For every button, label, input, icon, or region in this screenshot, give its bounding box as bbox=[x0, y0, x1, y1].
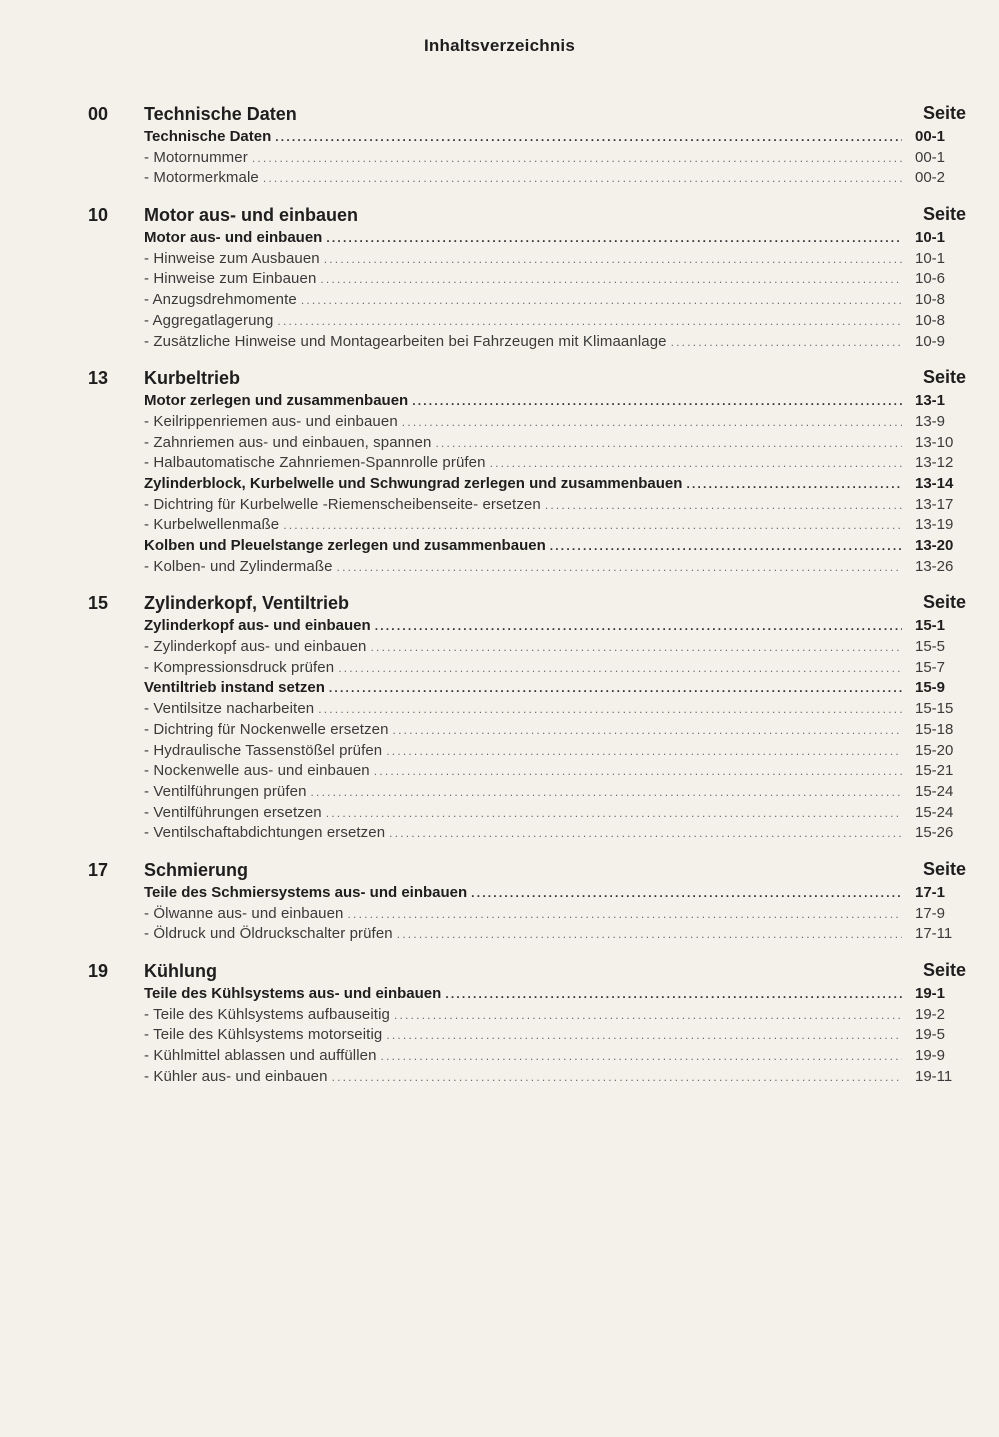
dot-leader bbox=[393, 720, 902, 741]
dot-leader bbox=[318, 699, 902, 720]
entry-label: - Hinweise zum Einbauen bbox=[144, 270, 317, 288]
toc-sub-entry[interactable] bbox=[0, 741, 999, 762]
entry-label: - Zusätzliche Hinweise und Montagearbeiten bei Fahrzeugen mit Klimaanlage bbox=[144, 332, 667, 350]
entry-page-number: 00-1 bbox=[915, 148, 946, 166]
chapter-heading bbox=[0, 100, 999, 127]
toc-section-entry[interactable] bbox=[0, 127, 999, 148]
toc-sub-entry[interactable] bbox=[0, 904, 999, 925]
dot-leader bbox=[490, 453, 902, 474]
toc-sub-entry[interactable] bbox=[0, 782, 999, 803]
chapter-number: 10 bbox=[88, 205, 109, 226]
entry-label: - Ventilschaftabdichtungen ersetzen bbox=[144, 824, 386, 842]
entry-label: - Teile des Kühlsystems motorseitig bbox=[144, 1026, 383, 1044]
entry-page-number: 19-11 bbox=[915, 1067, 953, 1085]
entry-page-number: 13-12 bbox=[915, 454, 954, 472]
table-of-contents bbox=[0, 100, 999, 1099]
chapter-heading bbox=[0, 856, 999, 883]
toc-sub-entry[interactable] bbox=[0, 311, 999, 332]
dot-leader bbox=[671, 332, 902, 353]
dot-leader bbox=[375, 616, 902, 637]
chapter-title: Motor aus- und einbauen bbox=[144, 205, 358, 226]
dot-leader bbox=[545, 495, 902, 516]
entry-page-number: 10-9 bbox=[915, 332, 946, 350]
page-column-header: Seite bbox=[922, 204, 966, 225]
chapter-15 bbox=[0, 589, 999, 844]
dot-leader bbox=[412, 391, 902, 412]
entry-label: Motor aus- und einbauen bbox=[144, 229, 323, 247]
entry-label: Teile des Schmiersystems aus- und einbauen bbox=[144, 883, 468, 901]
entry-page-number: 13-1 bbox=[915, 392, 946, 410]
dot-leader bbox=[252, 148, 902, 169]
entry-page-number: 15-20 bbox=[915, 741, 954, 759]
entry-label: Motor zerlegen und zusammenbauen bbox=[144, 392, 409, 410]
entry-label: - Kühlmittel ablassen und auffüllen bbox=[144, 1047, 377, 1065]
chapter-heading bbox=[0, 589, 999, 616]
chapter-number: 17 bbox=[88, 859, 109, 880]
entry-label: - Kompressionsdruck prüfen bbox=[144, 658, 335, 676]
entry-page-number: 15-24 bbox=[915, 803, 954, 821]
chapter-title: Kühlung bbox=[144, 961, 217, 981]
entry-page-number: 13-14 bbox=[915, 474, 954, 492]
toc-sub-entry[interactable] bbox=[0, 515, 999, 536]
page-column-header: Seite bbox=[922, 367, 966, 388]
toc-sub-entry[interactable] bbox=[0, 1025, 999, 1046]
page-column-header: Seite bbox=[922, 592, 966, 613]
chapter-17 bbox=[0, 856, 999, 945]
toc-section-entry[interactable] bbox=[0, 474, 999, 495]
entry-page-number: 19-1 bbox=[915, 985, 946, 1002]
toc-sub-entry[interactable] bbox=[0, 412, 999, 433]
chapter-00 bbox=[0, 100, 999, 189]
dot-leader bbox=[389, 823, 902, 844]
toc-sub-entry[interactable] bbox=[0, 1046, 999, 1067]
entry-page-number: 19-5 bbox=[915, 1026, 946, 1044]
dot-leader bbox=[371, 637, 902, 658]
dot-leader bbox=[402, 412, 902, 433]
dot-leader bbox=[283, 515, 902, 536]
entry-page-number: 13-10 bbox=[915, 433, 954, 451]
chapter-13 bbox=[0, 364, 999, 577]
entry-page-number: 15-9 bbox=[915, 679, 946, 697]
dot-leader bbox=[686, 474, 902, 495]
entry-label: Technische Daten bbox=[144, 128, 272, 145]
dot-leader bbox=[311, 782, 902, 803]
toc-sub-entry[interactable] bbox=[0, 495, 999, 516]
toc-sub-entry[interactable] bbox=[0, 332, 999, 353]
toc-sub-entry[interactable] bbox=[0, 1005, 999, 1026]
entry-page-number: 00-2 bbox=[915, 169, 946, 187]
dot-leader bbox=[324, 249, 902, 270]
entry-label: - Hinweise zum Ausbauen bbox=[144, 249, 320, 267]
chapter-title: Zylinderkopf, Ventiltrieb bbox=[144, 593, 350, 614]
entry-page-number: 13-26 bbox=[915, 557, 954, 575]
entry-label: - Dichtring für Nockenwelle ersetzen bbox=[144, 720, 389, 738]
dot-leader bbox=[329, 678, 902, 699]
toc-section-entry[interactable] bbox=[0, 228, 999, 249]
entry-page-number: 10-8 bbox=[915, 291, 946, 309]
chapter-number: 15 bbox=[88, 593, 109, 614]
entry-label: - Motormerkmale bbox=[144, 169, 259, 187]
entry-page-number: 15-7 bbox=[915, 658, 946, 676]
dot-leader bbox=[386, 741, 902, 762]
dot-leader bbox=[301, 290, 902, 311]
toc-sub-entry[interactable] bbox=[0, 924, 999, 945]
dot-leader bbox=[397, 924, 902, 945]
chapter-heading bbox=[0, 957, 999, 984]
chapter-title: Kurbeltrieb bbox=[144, 368, 241, 389]
dot-leader bbox=[337, 557, 902, 578]
entry-label: - Halbautomatische Zahnriemen-Spannrolle prüfen bbox=[144, 454, 486, 472]
toc-sub-entry[interactable] bbox=[0, 1067, 999, 1088]
entry-label: - Dichtring für Kurbelwelle -Riemenscheibenseite- ersetzen bbox=[144, 495, 541, 513]
chapter-heading bbox=[0, 364, 999, 391]
chapter-title: Technische Daten bbox=[144, 104, 297, 124]
entry-label: - Kühler aus- und einbauen bbox=[144, 1067, 328, 1085]
entry-label: - Kurbelwellenmaße bbox=[144, 516, 280, 534]
dot-leader bbox=[275, 127, 902, 148]
entry-page-number: 15-21 bbox=[915, 762, 954, 780]
entry-label: - Keilrippenriemen aus- und einbauen bbox=[144, 412, 398, 430]
entry-page-number: 19-9 bbox=[915, 1047, 946, 1065]
entry-label: - Ölwanne aus- und einbauen bbox=[144, 904, 344, 922]
entry-page-number: 13-9 bbox=[915, 412, 946, 430]
entry-label: - Hydraulische Tassenstößel prüfen bbox=[144, 741, 383, 759]
entry-label: - Anzugsdrehmomente bbox=[144, 291, 297, 309]
entry-page-number: 13-20 bbox=[915, 537, 954, 554]
toc-section-entry[interactable] bbox=[0, 536, 999, 557]
toc-sub-entry[interactable] bbox=[0, 168, 999, 189]
toc-section-entry[interactable] bbox=[0, 883, 999, 904]
toc-sub-entry[interactable] bbox=[0, 249, 999, 270]
entry-label: - Öldruck und Öldruckschalter prüfen bbox=[144, 925, 393, 943]
entry-label: - Ventilführungen prüfen bbox=[144, 782, 307, 800]
toc-sub-entry[interactable] bbox=[0, 637, 999, 658]
entry-label: - Ventilsitze nacharbeiten bbox=[144, 700, 315, 718]
entry-page-number: 00-1 bbox=[915, 128, 946, 145]
page-column-header: Seite bbox=[922, 103, 966, 123]
dot-leader bbox=[326, 228, 902, 249]
entry-label: - Teile des Kühlsystems aufbauseitig bbox=[144, 1005, 390, 1023]
dot-leader bbox=[471, 883, 902, 904]
entry-page-number: 19-2 bbox=[915, 1005, 946, 1023]
dot-leader bbox=[381, 1046, 902, 1067]
page-column-header: Seite bbox=[922, 858, 966, 879]
toc-sub-entry[interactable] bbox=[0, 148, 999, 169]
entry-label: - Aggregatlagerung bbox=[144, 311, 274, 329]
chapter-heading bbox=[0, 201, 999, 228]
toc-sub-entry[interactable] bbox=[0, 290, 999, 311]
entry-label: Zylinderblock, Kurbelwelle und Schwungrad zerlegen und zusammenbauen bbox=[144, 474, 683, 492]
entry-page-number: 17-1 bbox=[915, 883, 946, 901]
dot-leader bbox=[338, 658, 902, 679]
toc-sub-entry[interactable] bbox=[0, 453, 999, 474]
dot-leader bbox=[445, 984, 902, 1005]
page-column-header: Seite bbox=[922, 960, 966, 980]
toc-sub-entry[interactable] bbox=[0, 557, 999, 578]
toc-section-entry[interactable] bbox=[0, 984, 999, 1005]
entry-page-number: 10-8 bbox=[915, 311, 946, 329]
entry-page-number: 10-1 bbox=[915, 229, 946, 247]
dot-leader bbox=[386, 1025, 902, 1046]
entry-label: - Zahnriemen aus- und einbauen, spannen bbox=[144, 433, 432, 451]
entry-page-number: 15-26 bbox=[915, 824, 954, 842]
dot-leader bbox=[320, 269, 902, 290]
dot-leader bbox=[394, 1005, 902, 1026]
toc-sub-entry[interactable] bbox=[0, 761, 999, 782]
entry-page-number: 15-5 bbox=[915, 638, 946, 656]
dot-leader bbox=[550, 536, 902, 557]
dot-leader bbox=[374, 761, 902, 782]
entry-label: - Ventilführungen ersetzen bbox=[144, 803, 322, 821]
entry-label: - Zylinderkopf aus- und einbauen bbox=[144, 638, 367, 656]
entry-page-number: 15-15 bbox=[915, 700, 954, 718]
entry-label: - Kolben- und Zylindermaße bbox=[144, 557, 333, 575]
entry-label: Teile des Kühlsystems aus- und einbauen bbox=[144, 985, 442, 1002]
entry-label: Kolben und Pleuelstange zerlegen und zusammenbauen bbox=[144, 537, 546, 554]
entry-page-number: 13-17 bbox=[915, 495, 954, 513]
toc-sub-entry[interactable] bbox=[0, 269, 999, 290]
entry-label: Ventiltrieb instand setzen bbox=[144, 679, 325, 697]
toc-sub-entry[interactable] bbox=[0, 823, 999, 844]
entry-label: Zylinderkopf aus- und einbauen bbox=[144, 617, 371, 635]
entry-page-number: 13-19 bbox=[915, 516, 954, 534]
toc-sub-entry[interactable] bbox=[0, 803, 999, 824]
dot-leader bbox=[263, 168, 902, 189]
dot-leader bbox=[348, 904, 902, 925]
toc-section-entry[interactable] bbox=[0, 616, 999, 637]
dot-leader bbox=[277, 311, 902, 332]
entry-label: - Nockenwelle aus- und einbauen bbox=[144, 762, 370, 780]
entry-page-number: 17-9 bbox=[915, 904, 946, 922]
toc-sub-entry[interactable] bbox=[0, 720, 999, 741]
dot-leader bbox=[435, 433, 902, 454]
toc-section-entry[interactable] bbox=[0, 391, 999, 412]
chapter-number: 19 bbox=[88, 961, 109, 981]
toc-sub-entry[interactable] bbox=[0, 699, 999, 720]
entry-page-number: 15-24 bbox=[915, 782, 954, 800]
chapter-19 bbox=[0, 957, 999, 1087]
entry-page-number: 15-1 bbox=[915, 617, 946, 635]
entry-label: - Motornummer bbox=[144, 148, 248, 166]
toc-section-entry[interactable] bbox=[0, 678, 999, 699]
toc-sub-entry[interactable] bbox=[0, 658, 999, 679]
entry-page-number: 10-6 bbox=[915, 270, 946, 288]
chapter-title: Schmierung bbox=[144, 859, 249, 880]
entry-page-number: 15-18 bbox=[915, 720, 954, 738]
toc-sub-entry[interactable] bbox=[0, 433, 999, 454]
entry-page-number: 10-1 bbox=[915, 249, 946, 267]
page-title: Inhaltsverzeichnis bbox=[424, 36, 575, 55]
chapter-number: 13 bbox=[88, 368, 109, 389]
dot-leader bbox=[326, 803, 902, 824]
entry-page-number: 17-11 bbox=[915, 925, 953, 943]
dot-leader bbox=[332, 1067, 902, 1088]
chapter-10 bbox=[0, 201, 999, 352]
chapter-number: 00 bbox=[88, 104, 109, 124]
